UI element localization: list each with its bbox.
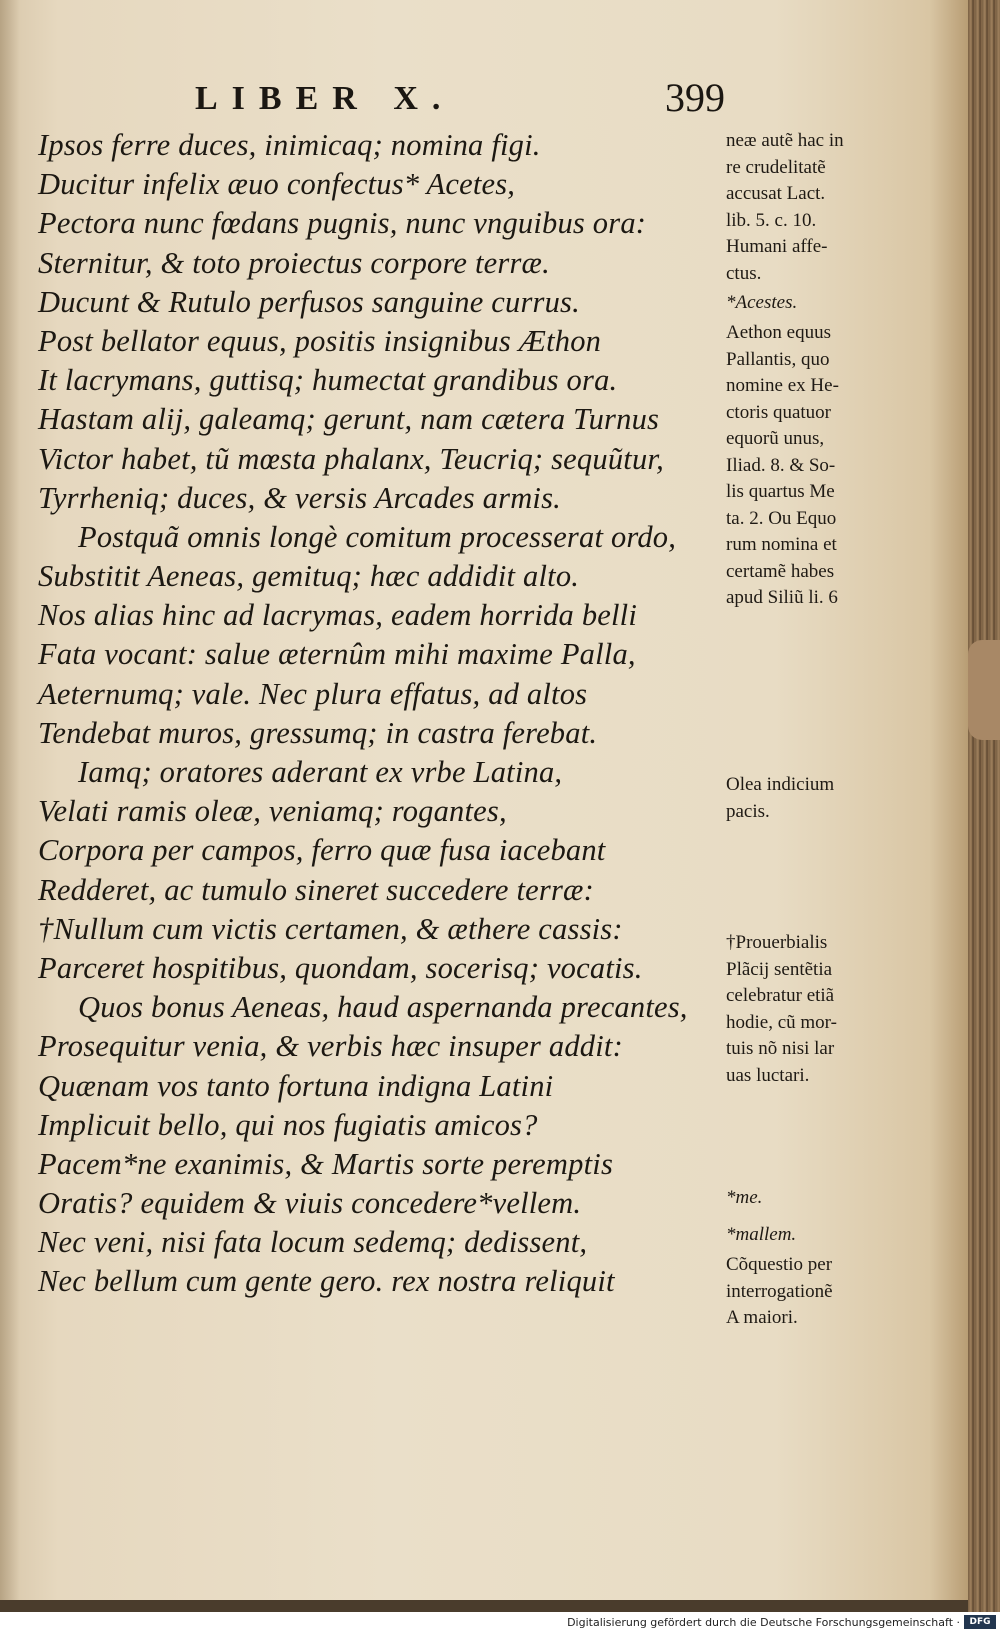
note-line: *Acestes. — [726, 292, 798, 313]
marginal-note-olea — [726, 772, 886, 825]
note-line: Plãcij sentẽtia — [726, 958, 833, 980]
note-line: †Prouerbialis — [726, 932, 828, 953]
verse-line: Corpora per campos, ferro quæ fusa iacebant — [38, 833, 606, 868]
verse-line: Iamq; oratores aderant ex vrbe Latina, — [78, 755, 563, 789]
dfg-logo: DFG — [964, 1615, 996, 1629]
verse-line: Nec bellum cum gente gero. rex nostra reliquit — [38, 1264, 615, 1299]
verse-line: It lacrymans, guttisq; humectat grandibus ora. — [38, 363, 618, 398]
note-line: tuis nõ nisi lar — [726, 1038, 835, 1059]
verse-line: Prosequitur venia, & verbis hæc insuper addit: — [38, 1029, 623, 1064]
verse-line: Ipsos ferre duces, inimicaq; nomina figi. — [38, 128, 541, 162]
verse-line: Quos bonus Aeneas, haud aspernanda precantes, — [78, 990, 688, 1025]
book-clip — [968, 640, 1000, 740]
verse-line: Ducitur infelix æuo confectus* Acetes, — [38, 167, 516, 202]
note-line: hodie, cũ mor- — [726, 1011, 837, 1033]
verse-line: Implicuit bello, qui nos fugiatis amicos? — [38, 1107, 538, 1142]
verse-line: Nec veni, nisi fata locum sedemq; dedissent, — [38, 1225, 588, 1260]
gutter-shadow — [0, 0, 20, 1600]
verse-line: Victor habet, tũ mœsta phalanx, Teucriq; sequũtur, — [38, 441, 664, 476]
note-line: lis quartus Me — [726, 481, 835, 502]
note-line: *mallem. — [726, 1224, 797, 1245]
digitization-footer — [0, 1612, 1000, 1635]
note-line: re crudelitatẽ — [726, 156, 826, 178]
verse-line: Hastam alij, galeamq; gerunt, nam cætera Turnus — [38, 402, 660, 437]
verse-line: Quænam vos tanto fortuna indigna Latini — [38, 1068, 554, 1103]
marginal-note-acestes — [726, 290, 886, 317]
note-line: lib. 5. c. 10. — [726, 209, 817, 231]
running-title: LIBER X. — [195, 80, 455, 117]
note-line: neæ autẽ hac in — [726, 130, 844, 151]
marginal-note-aethon — [726, 320, 886, 612]
note-line: Iliad. 8. & So- — [726, 454, 836, 476]
verse-line: Sternitur, & toto proiectus corpore terræ. — [38, 245, 550, 280]
note-line: Humani affe- — [726, 236, 828, 257]
note-line: Cõquestio per — [726, 1254, 833, 1275]
note-line: Olea indicium — [726, 774, 835, 795]
note-line: certamẽ habes — [726, 560, 835, 582]
verse-line: Redderet, ac tumulo sineret succedere terræ: — [38, 872, 594, 907]
note-line: ctoris quatuor — [726, 401, 832, 423]
verse-line: Ducunt & Rutulo perfusos sanguine currus. — [38, 284, 580, 319]
marginal-note-conquestio — [726, 1252, 886, 1332]
verse-line: Tyrrheniq; duces, & versis Arcades armis. — [38, 480, 561, 515]
verse-line: Pectora nunc fœdans pugnis, nunc vnguibus ora: — [38, 206, 647, 241]
note-line: celebratur etiã — [726, 985, 835, 1006]
note-line: rum nomina et — [726, 534, 837, 555]
note-line: equorũ unus, — [726, 428, 825, 449]
note-line: interrogationẽ — [726, 1280, 833, 1302]
verse-line: Oratis? equidem & viuis concedere*vellem. — [38, 1186, 582, 1221]
note-line: ta. 2. Ou Equo — [726, 507, 837, 529]
note-line: ctus. — [726, 262, 762, 284]
verse-line: †Nullum cum victis certamen, & æthere cassis: — [38, 911, 623, 946]
verse-line: Nos alias hinc ad lacrymas, eadem horrida belli — [38, 598, 638, 633]
note-line: Aethon equus — [726, 322, 832, 343]
marginal-note-mallem — [726, 1222, 886, 1249]
verse-line: Velati ramis oleæ, veniamq; rogantes, — [38, 794, 507, 829]
verse-line: Aeternumq; vale. Nec plura effatus, ad altos — [38, 676, 588, 711]
verse-line: Substitit Aeneas, gemituq; hæc addidit alto. — [38, 559, 580, 594]
digitization-credit: Digitalisierung gefördert durch die Deutsche Forschungsgemeinschaft · — [567, 1616, 960, 1629]
verse-line: Fata vocant: salue æternûm mihi maxime Palla, — [38, 637, 636, 672]
marginal-note-prouerbialis — [726, 930, 886, 1089]
verse-line: Parceret hospitibus, quondam, socerisq; vocatis. — [38, 950, 643, 985]
note-line: A maiori. — [726, 1307, 798, 1328]
marginal-note-crudelitas — [726, 128, 886, 287]
verse-line: Pacem*ne exanimis, & Martis sorte peremptis — [38, 1146, 614, 1181]
verse-line: Postquã omnis longè comitum processerat ordo, — [78, 519, 677, 554]
marginal-note-me — [726, 1185, 886, 1212]
verse-line: Tendebat muros, gressumq; in castra ferebat. — [38, 715, 598, 750]
note-line: Pallantis, quo — [726, 348, 830, 370]
page-edges — [968, 0, 1000, 1612]
note-line: accusat Lact. — [726, 183, 826, 204]
note-line: *me. — [726, 1187, 763, 1208]
note-line: pacis. — [726, 800, 770, 822]
note-line: uas luctari. — [726, 1064, 810, 1086]
page-number: 399 — [665, 75, 725, 120]
verse-line: Post bellator equus, positis insignibus Æthon — [38, 323, 602, 358]
note-line: nomine ex He- — [726, 375, 839, 396]
verse-text-block — [38, 126, 728, 1302]
note-line: apud Siliũ li. 6 — [726, 587, 838, 608]
page-header — [195, 74, 735, 124]
